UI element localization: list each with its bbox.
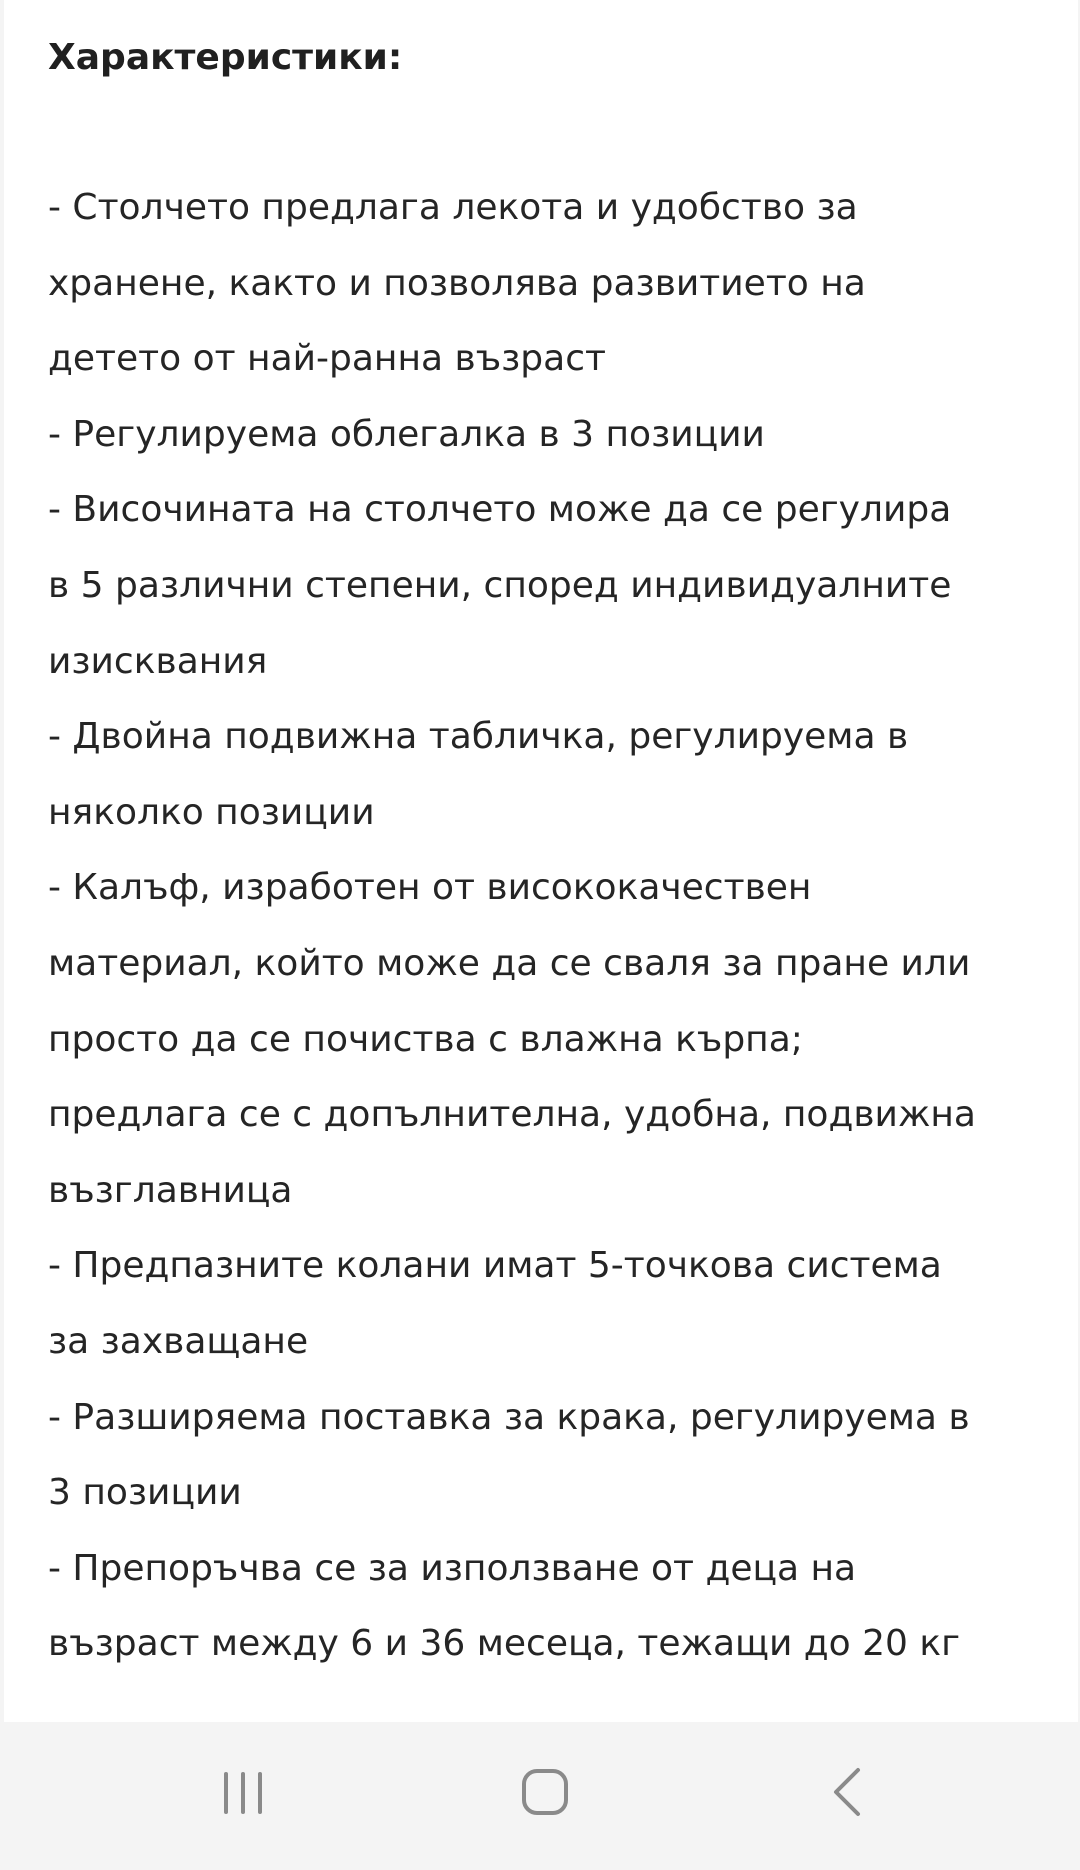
text-line: в 5 различни степени, според индивидуалните [48, 564, 952, 606]
text-line: изисквания [48, 640, 268, 682]
blank-line [48, 95, 1034, 170]
home-icon [515, 1762, 575, 1822]
text-line: - Предпазните колани имат 5-точкова система [48, 1245, 942, 1287]
text-line: - Столчето предлага лекота и удобство за [48, 187, 858, 228]
back-icon [818, 1762, 878, 1822]
text-line: хранене, както и позволява развитието на [48, 262, 866, 304]
text-line: възраст между 6 и 36 месеца, тежащи до 20 кг [48, 1623, 961, 1665]
back-button[interactable] [788, 1742, 908, 1842]
text-line: - Регулируема облегалка в 3 позиции [48, 413, 765, 455]
home-button[interactable] [485, 1742, 605, 1842]
text-line: - Препоръчва се за използване от деца на [48, 1547, 857, 1589]
system-navigation-bar [0, 1722, 1080, 1870]
text-line: няколко позиции [48, 791, 375, 833]
text-line: - Височината на столчето може да се регулира [48, 489, 952, 531]
text-line: детето от най-ранна възраст [48, 338, 606, 380]
text-line: възглавница [48, 1169, 293, 1211]
text-line: материал, който може да се сваля за пране или [48, 942, 971, 984]
product-characteristics-card [4, 0, 1078, 1722]
section-title: Характеристики: [48, 37, 403, 78]
text-line: - Калъф, изработен от висококачествен [48, 867, 812, 909]
text-line: - Двойна подвижна табличка, регулируема в [48, 716, 909, 758]
recent-apps-button[interactable] [183, 1742, 303, 1842]
text-line: предлага се с допълнителна, удобна, подвижна [48, 1094, 976, 1136]
text-line: за захващане [48, 1320, 309, 1362]
recent-apps-icon [213, 1762, 273, 1822]
text-line: - Разширяема поставка за крака, регулируема в [48, 1396, 970, 1438]
text-line: 3 позиции [48, 1472, 242, 1514]
text-line: просто да се почиства с влажна кърпа; [48, 1018, 803, 1060]
